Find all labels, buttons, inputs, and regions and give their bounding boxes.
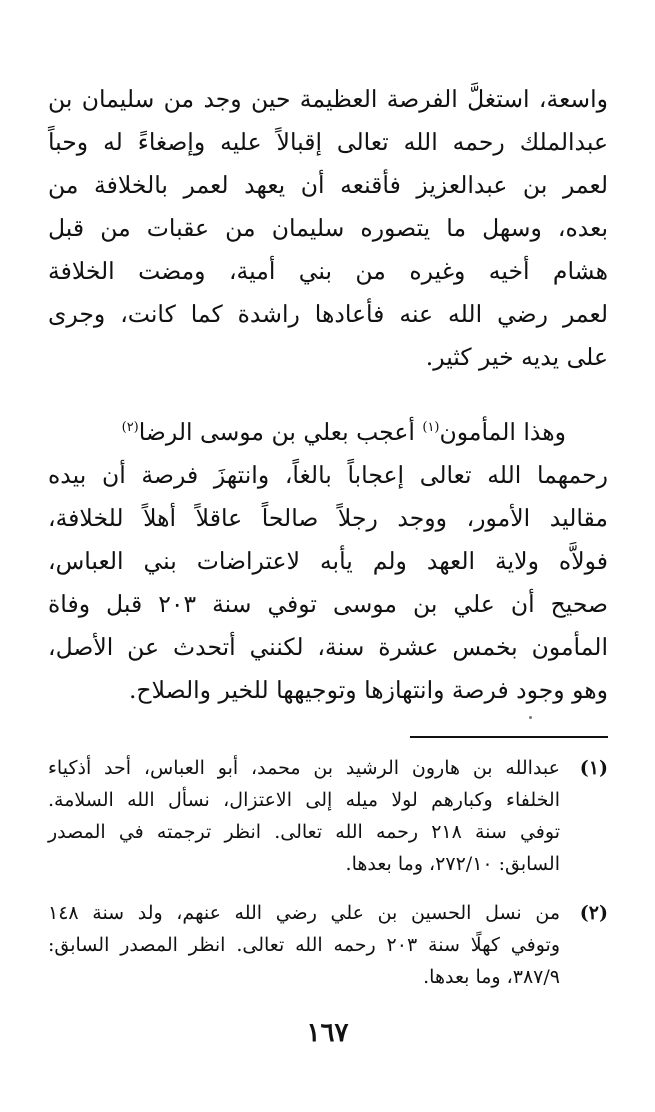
text-segment: وهذا المأمون <box>439 418 566 446</box>
footnote-2 <box>48 897 608 993</box>
text-line: فولاَّه ولاية العهد ولم يأبه لاعتراضات بني العباس، <box>48 547 608 575</box>
footnote-line: من نسل الحسين بن علي رضي الله عنهم، ولد سنة ١٤٨ <box>48 902 560 924</box>
text-line: صحيح أن علي بن موسى توفي سنة ٢٠٣ قبل وفاة <box>48 590 609 618</box>
text-segment: أعجب بعلي بن موسى الرضا <box>138 418 423 446</box>
text-line: واسعة، استغلَّ الفرصة العظيمة حين وجد من سليمان بن <box>48 85 608 113</box>
paragraph-2 <box>48 411 608 712</box>
footnote-number: (٢) <box>579 902 608 924</box>
text-line: وهو وجود فرصة وانتهازها وتوجيهها للخير والصلاح. <box>128 676 608 704</box>
footnote-body <box>48 897 560 993</box>
footnote-line: السابق: ٢٧٢/١٠، وما بعدها. <box>345 853 560 875</box>
text-line: عبدالملك رحمه الله تعالى إقبالاً عليه وإصغاءً له وحباً <box>48 128 608 156</box>
text-line: على يديه خير كثير. <box>425 343 608 371</box>
footnote-1 <box>48 752 608 880</box>
footnote-line: ٣٨٧/٩، وما بعدها. <box>423 966 560 988</box>
footnote-line: توفي سنة ٢١٨ رحمه الله تعالى. انظر ترجمته في المصدر <box>48 821 560 843</box>
footnote-ref-2: (٢) <box>121 420 139 436</box>
text-line: لعمر رضي الله عنه فأعادها راشدة كما كانت، وجرى <box>48 300 608 328</box>
footnote-line: وتوفي كهلًا سنة ٢٠٣ رحمه الله تعالى. انظر المصدر السابق: <box>48 934 560 956</box>
footnote-separator <box>410 736 608 738</box>
text-line <box>48 411 608 454</box>
text-line: المأمون بخمس عشرة سنة، لكنني أتحدث عن الأصل، <box>48 633 608 661</box>
paragraph-1 <box>48 78 608 379</box>
text-line: لعمر بن عبدالعزيز فأقنعه أن يعهد لعمر بالخلافة من <box>48 171 608 199</box>
scan-speck <box>529 716 532 719</box>
text-line: بعده، وسهل ما يتصوره سليمان من عقبات من قبل <box>48 214 608 242</box>
text-line: هشام أخيه وغيره من بني أمية، ومضت الخلافة <box>48 257 608 285</box>
footnote-line: الخلفاء وكبارهم لولا ميله إلى الاعتزال، نسأل الله السلامة. <box>48 789 560 811</box>
text-line: رحمهما الله تعالى إعجاباً بالغاً، وانتهزَ فرصة أن بيده <box>48 461 608 489</box>
footnote-number: (١) <box>579 757 608 779</box>
page-number: ١٦٧ <box>306 1018 349 1048</box>
footnote-ref-1: (١) <box>422 420 440 436</box>
footnote-line: عبدالله بن هارون الرشيد بن محمد، أبو العباس، أحد أذكياء <box>48 757 560 779</box>
text-line: مقاليد الأمور، ووجد رجلاً صالحاً عاقلاً أهلاً للخلافة، <box>48 504 608 532</box>
footnote-body <box>48 752 560 880</box>
